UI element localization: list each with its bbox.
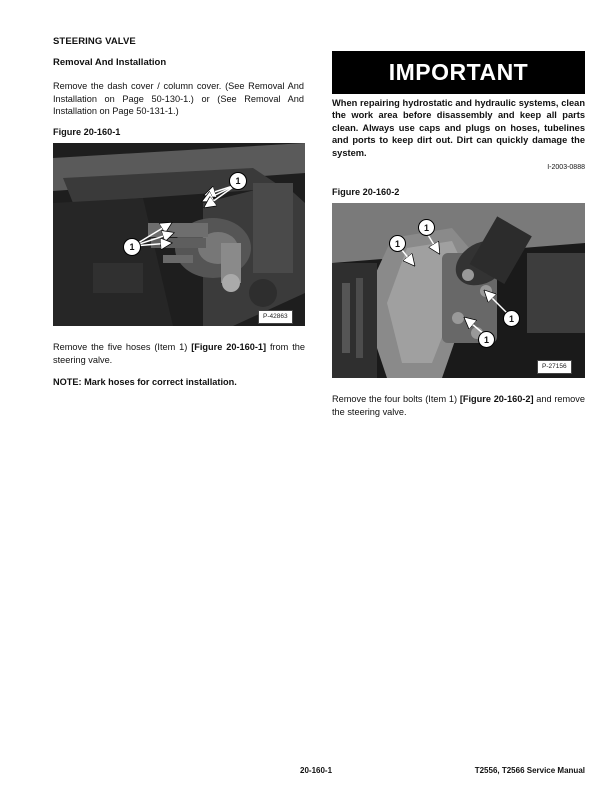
callout-1-left: 1 xyxy=(123,238,141,256)
figure2-reference: [Figure 20-160-2] xyxy=(459,394,534,404)
figure1-photo xyxy=(53,143,305,326)
step1-paragraph: Remove the five hoses (Item 1) [Figure 20-160-1] from the steering valve. xyxy=(53,342,305,365)
manual-title: T2556, T2566 Service Manual xyxy=(474,766,585,775)
important-code: I-2003-0888 xyxy=(547,164,585,171)
figure1-reference: [Figure 20-160-1] xyxy=(191,342,267,352)
callout-1-d: 1 xyxy=(478,331,495,348)
figure1-label: Figure 20-160-1 xyxy=(53,127,121,137)
step2-paragraph: Remove the four bolts (Item 1) [Figure 20-160-2] and remove the steering valve. xyxy=(332,394,585,417)
callout-1-b: 1 xyxy=(389,235,406,252)
intro-paragraph: Remove the dash cover / column cover. (See Removal And Installation on Page 50-130-1.) or (See Removal And Installation on Page 50-131-1.) xyxy=(53,81,304,117)
important-banner: IMPORTANT xyxy=(332,51,585,94)
figure1-photo-code: P-42863 xyxy=(258,310,293,324)
figure2-label: Figure 20-160-2 xyxy=(332,187,400,197)
callout-1-c: 1 xyxy=(503,310,520,327)
page-number: 20-160-1 xyxy=(300,766,333,775)
important-text: When repairing hydrostatic and hydraulic systems, clean the work area before disassembly and keep all parts clean. Always use caps and plugs on hoses, tubelines and ports to keep dirt out. Dirt can quickly damage the system. xyxy=(332,98,585,158)
figure2-photo-code: P-27156 xyxy=(537,360,572,374)
callout-1-top: 1 xyxy=(229,172,247,190)
subsection-title: Removal And Installation xyxy=(53,57,167,68)
section-title: STEERING VALVE xyxy=(53,36,136,47)
callout-1-a: 1 xyxy=(418,219,435,236)
figure2-photo xyxy=(332,203,585,378)
note: NOTE: Mark hoses for correct installation. xyxy=(53,377,237,387)
